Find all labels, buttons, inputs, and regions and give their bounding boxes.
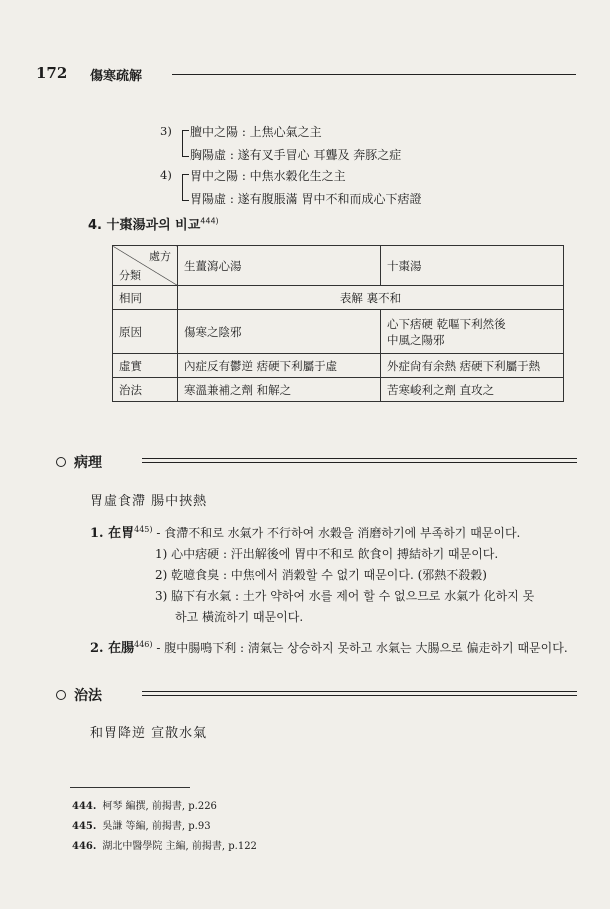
footnote-ref: 444) bbox=[200, 216, 219, 226]
table-cell: 傷寒之陰邪 bbox=[178, 310, 381, 354]
table-cell: 外症尙有余熱 痞硬下利屬于熱 bbox=[381, 354, 564, 378]
circle-bullet-icon bbox=[56, 457, 66, 467]
item-number: 4) bbox=[160, 168, 172, 182]
table-cell: 心下痞硬 乾嘔下利然後 中風之陽邪 bbox=[381, 310, 564, 354]
sub-item: 3) 脇下有水氣 : 土가 약하여 水를 제어 할 수 없으므로 水氣가 化하지 못 bbox=[155, 589, 535, 603]
circle-bullet-icon bbox=[56, 690, 66, 700]
comparison-table bbox=[112, 245, 564, 402]
table-corner-cell: 處方 分類 bbox=[113, 246, 178, 286]
table-row-label: 原因 bbox=[113, 310, 178, 354]
footnote: 444. 柯琴 編撰, 前揭書, p.226 bbox=[72, 801, 217, 812]
pathology-point-1: 1. 在胃$^{445)}$ - 食滯不和로 水氣가 不行하여 水穀을 消磨하기에 부족하기 때문이다. bbox=[90, 525, 521, 541]
footnote-rule bbox=[70, 787, 190, 788]
table-cell: 表解 裏不和 bbox=[178, 286, 564, 310]
pathology-heading: 病理 bbox=[52, 452, 577, 472]
item-number: 3) bbox=[160, 124, 172, 138]
book-title: 傷寒疏解 bbox=[90, 69, 143, 84]
page-header bbox=[36, 62, 576, 84]
page-number: 172 bbox=[36, 64, 68, 82]
footnote: 446. 湖北中醫學院 主編, 前揭書, p.122 bbox=[72, 841, 257, 852]
pathology-summary: 胃虛食滯 腸中挾熱 bbox=[90, 494, 208, 509]
item-line: 胃陽虛 : 遂有腹脹滿 胃中不和而成心下痞證 bbox=[190, 192, 422, 206]
table-col-header: 十棗湯 bbox=[381, 246, 564, 286]
table-row-label: 虛實 bbox=[113, 354, 178, 378]
item-line: 胃中之陽 : 中焦水穀化生之主 bbox=[190, 169, 346, 183]
bracket-mark bbox=[182, 130, 189, 157]
sub-item: 2) 乾噫食臭 : 中焦에서 消穀할 수 없기 때문이다. (邪熱不殺穀) bbox=[155, 568, 487, 582]
item-line: 胸陽虛 : 遂有叉手冒心 耳聾及 奔豚之症 bbox=[190, 148, 402, 162]
table-cell: 苦寒峻利之劑 直攻之 bbox=[381, 378, 564, 402]
table-col-header: 生薑瀉心湯 bbox=[178, 246, 381, 286]
table-row-label: 相同 bbox=[113, 286, 178, 310]
item-line: 膻中之陽 : 上焦心氣之主 bbox=[190, 125, 322, 139]
sub-item: 1) 心中痞硬 : 汗出解後에 胃中不和로 飮食이 搏結하기 때문이다. bbox=[155, 547, 499, 561]
table-cell: 內症反有鬱逆 痞硬下利屬于虛 bbox=[178, 354, 381, 378]
footnote: 445. 吳謙 等編, 前揭書, p.93 bbox=[72, 821, 211, 832]
treatment-heading: 治法 bbox=[52, 685, 577, 705]
header-rule bbox=[172, 74, 576, 75]
table-cell: 寒溫兼補之劑 和解之 bbox=[178, 378, 381, 402]
bracket-mark bbox=[182, 174, 189, 201]
treatment-text: 和胃降逆 宣散水氣 bbox=[90, 726, 208, 741]
section-heading: 4. 十棗湯과의 비교$^{444)}$ bbox=[88, 216, 219, 233]
sub-item-continued: 하고 橫流하기 때문이다. bbox=[175, 610, 304, 624]
table-row-label: 治法 bbox=[113, 378, 178, 402]
pathology-point-2: 2. 在腸$^{446)}$ - 腹中腸鳴下利 : 淸氣는 상승하지 못하고 水氣는 大腸으로 偏走하기 때문이다. bbox=[90, 640, 568, 656]
